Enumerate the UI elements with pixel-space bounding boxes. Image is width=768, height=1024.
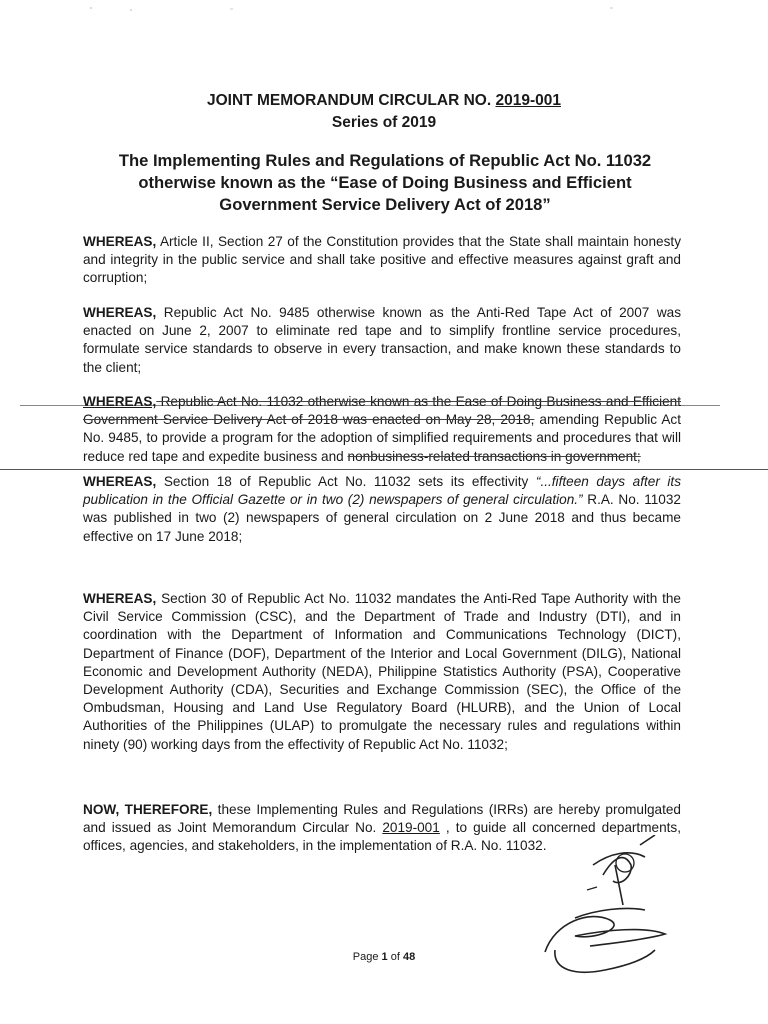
paragraph-whereas-5 [83,590,681,754]
circular-prefix: JOINT MEMORANDUM CIRCULAR NO. [207,92,492,109]
para-text: these Implementing Rules and Regulations (IRRs) are hereby promulgated and issued as Joint Memorandum Circular No. [83,802,681,836]
para-text: , to guide all concerned departments, offices, agencies, and stakeholders, in the implementation of R.A. No. 11032. [83,820,681,854]
para-lead: NOW, THEREFORE, [83,802,213,817]
paragraph-whereas-3 [83,393,681,466]
para-text: R.A. No. 11032 was published in two (2) newspapers of general circulation on 2 June 2018 and thus became effective on 17 June 2018; [83,492,681,544]
page-footer [0,951,768,963]
para-lead: WHEREAS, [83,474,157,489]
para-text-struck: nonbusiness-related transactions in government; [347,448,641,464]
paragraph-whereas-4 [83,473,681,546]
para-quote: “...fifteen days after its publication in the Official Gazette or in two (2) newspapers of general circulation.” [83,474,682,508]
para-text: Section 30 of Republic Act No. 11032 mandates the Anti-Red Tape Authority with the Civil Service Commission (CSC), and the Department of Trade and Industry (DTI), and in coordination with the Department of Information and Communications Technology (DICT), Department of Finance (DOF), Department of the Interior and Local Government (DILG), National Economic and Development Authority (NEDA), Philippine Statistics Authority (PSA), Cooperative Development Authority (CDA), Securities and Exchange Commission (SEC), the Office of the Ombudsman, Housing and Land Use Regulatory Board (HLURB), and the Union of Local Authorities of the Philippines (ULAP) to promulgate the necessary rules and regulations within ninety (90) working days from the effectivity of Republic Act No. 11032; [83,591,681,752]
series-line: Series of 2019 [331,114,437,131]
page-label: Page [352,951,379,963]
para-lead: WHEREAS, [83,234,157,249]
page-total: 48 [402,951,416,963]
para-text: Article II, Section 27 of the Constitution provides that the State shall maintain honesty and integrity in the public service and shall take positive and effective measures against graft and corruption; [83,234,681,286]
page-number: 1 [381,951,388,963]
handwritten-signature [535,900,675,980]
para-lead: WHEREAS, [83,394,157,409]
document-title: The Implementing Rules and Regulations of Republic Act No. 11032 otherwise known as the “Ease of Doing Business and Efficient Government Service Delivery Act of 2018” [118,151,652,214]
paragraph-whereas-1 [83,233,681,288]
of-label: of [390,951,400,963]
para-lead: WHEREAS, [83,305,157,320]
scan-rule [0,469,768,470]
paragraph-whereas-2 [83,304,681,377]
scan-noise [0,0,768,30]
para-text: Republic Act No. 9485 otherwise known as the Anti-Red Tape Act of 2007 was enacted on June 2, 2007 to eliminate red tape and to simplify frontline service procedures, formulate service standards to observe in every transaction, and make known these standards to the client; [83,305,681,375]
para-text: amending Republic Act No. 9485, to provide a program for the adoption of simplified requirements and procedures that will reduce red tape and expedite business and [83,412,681,464]
circular-heading [0,92,768,110]
para-text-struck: Republic Act No. 11032 otherwise known as the Ease of Doing Business and Efficient Government Service Delivery Act of 2018 was enacted on May 28, 2018, [83,394,681,428]
circular-number: 2019-001 [495,92,561,109]
circular-number-inline: 2019-001 [382,820,440,836]
para-lead: WHEREAS, [83,591,157,606]
para-text: Section 18 of Republic Act No. 11032 sets its effectivity [156,474,536,489]
